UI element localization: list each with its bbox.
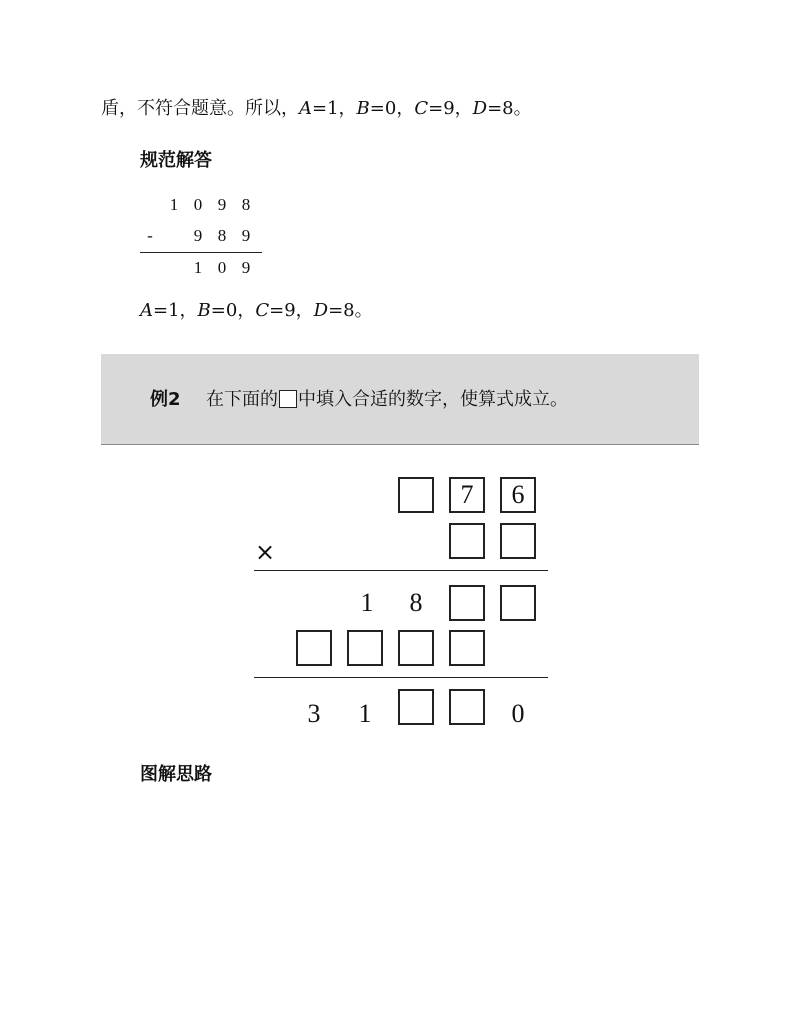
product-digit: 3	[307, 699, 321, 728]
sum-rule	[254, 677, 548, 678]
var-c: C	[414, 98, 429, 119]
subtrahend-digit: 8	[217, 226, 227, 245]
solution-heading: 规范解答	[140, 150, 212, 171]
blank-box[interactable]	[449, 585, 485, 621]
val-a: =1，	[153, 300, 198, 321]
minuend-digit: 0	[193, 195, 203, 214]
val-d: =8。	[328, 300, 373, 321]
digit-box: 7	[449, 477, 485, 513]
difference-digit: 9	[241, 258, 251, 277]
minuend-digit: 9	[217, 195, 227, 214]
blank-box[interactable]	[398, 689, 434, 725]
multiply-sign: ×	[255, 538, 276, 566]
val-b: =0，	[369, 98, 415, 119]
blank-box[interactable]	[347, 630, 383, 666]
var-b: B	[356, 98, 370, 119]
product-digit: 0	[511, 699, 525, 728]
blank-box[interactable]	[398, 630, 434, 666]
blank-box[interactable]	[500, 585, 536, 621]
difference-digit: 0	[217, 258, 227, 277]
blank-box[interactable]	[449, 630, 485, 666]
var-a: A	[140, 300, 153, 321]
subtraction-rule	[140, 252, 262, 253]
example-label: 例2	[150, 389, 181, 410]
partial-product-digit: 1	[360, 588, 374, 617]
blank-box-icon	[279, 390, 297, 408]
val-c: =9，	[428, 98, 473, 119]
example-text-after: 中填入合适的数字，使算式成立。	[298, 389, 568, 410]
multiplication-rule	[254, 570, 548, 571]
continuation-text: 盾，不符合题意。所以，	[101, 98, 299, 119]
blank-box[interactable]	[296, 630, 332, 666]
var-d: D	[313, 300, 329, 321]
digit-box: 6	[500, 477, 536, 513]
example-line	[150, 389, 568, 411]
val-c: =9，	[269, 300, 314, 321]
val-d: =8。	[487, 98, 532, 119]
subtrahend-digit: 9	[241, 226, 251, 245]
minuend-digit: 8	[241, 195, 251, 214]
minuend-digit: 1	[169, 195, 179, 214]
subtrahend-digit: 9	[193, 226, 203, 245]
partial-product-digit: 8	[409, 588, 423, 617]
blank-box[interactable]	[500, 523, 536, 559]
var-c: C	[255, 300, 270, 321]
val-b: =0，	[210, 300, 256, 321]
val-a: =1，	[312, 98, 357, 119]
continuation-line	[101, 98, 532, 120]
minus-sign: -	[147, 226, 153, 245]
example-text-before: 在下面的	[206, 389, 278, 410]
diagram-heading: 图解思路	[140, 764, 212, 785]
answer-line	[140, 300, 373, 322]
blank-box[interactable]	[449, 523, 485, 559]
var-b: B	[197, 300, 211, 321]
var-d: D	[472, 98, 488, 119]
product-digit: 1	[358, 699, 372, 728]
difference-digit: 1	[193, 258, 203, 277]
var-a: A	[299, 98, 312, 119]
blank-box[interactable]	[398, 477, 434, 513]
blank-box[interactable]	[449, 689, 485, 725]
